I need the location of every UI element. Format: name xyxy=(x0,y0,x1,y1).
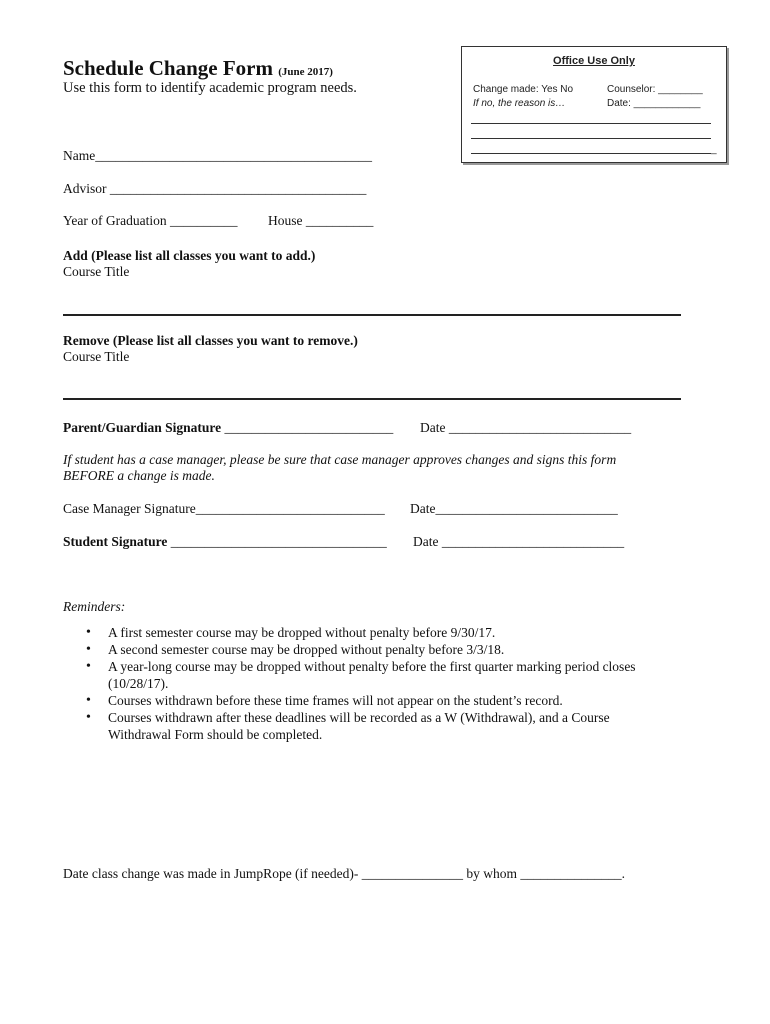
remove-section-divider xyxy=(63,398,681,400)
office-use-box xyxy=(461,46,727,163)
form-title xyxy=(63,56,333,81)
house-field[interactable]: House __________ xyxy=(268,213,374,228)
parent-signature-label: Parent/Guardian Signature xyxy=(63,420,222,435)
reason-line-1[interactable] xyxy=(471,123,711,124)
reminder-item: • A year-long course may be dropped without penalty before the first quarter marking period closes (10/28/17). xyxy=(84,658,674,692)
reason-line-3[interactable] xyxy=(471,153,711,154)
form-title-text: Schedule Change Form xyxy=(63,56,273,80)
reason-label: If no, the reason is… xyxy=(473,98,566,109)
case-manager-note-line-1: If student has a case manager, please be sure that case manager approves changes and signs this form xyxy=(63,452,617,467)
student-signature-line[interactable]: ________________________________ xyxy=(170,534,387,549)
parent-signature-field[interactable] xyxy=(63,420,393,436)
year-of-graduation-field[interactable]: Year of Graduation __________ xyxy=(63,213,238,228)
parent-date-field[interactable]: Date ___________________________ xyxy=(420,420,632,435)
case-manager-signature-field[interactable]: Case Manager Signature____________________________ xyxy=(63,501,385,516)
reminder-item: • Courses withdrawn before these time frames will not appear on the student’s record. xyxy=(84,692,674,709)
case-manager-note-line-2: BEFORE a change is made. xyxy=(63,468,215,483)
reminder-item: • A first semester course may be dropped without penalty before 9/30/17. xyxy=(84,624,674,641)
change-made-label: Change made: Yes No xyxy=(473,84,574,95)
form-title-date: (June 2017) xyxy=(278,66,333,78)
student-date-field[interactable]: Date ___________________________ xyxy=(413,534,625,549)
parent-signature-line[interactable]: _________________________ xyxy=(224,420,394,435)
reminders-list xyxy=(84,624,674,743)
add-section-heading: Add (Please list all classes you want to add.) xyxy=(63,248,316,263)
case-manager-date-field[interactable]: Date___________________________ xyxy=(410,501,618,516)
name-field[interactable]: Name_________________________________________ xyxy=(63,148,372,163)
remove-course-title-label: Course Title xyxy=(63,349,130,364)
counselor-field[interactable]: Counselor: ________ xyxy=(607,84,703,95)
advisor-field[interactable]: Advisor ______________________________________ xyxy=(63,181,367,196)
add-section-divider xyxy=(63,314,681,316)
reminder-item: • A second semester course may be dropped without penalty before 3/3/18. xyxy=(84,641,674,658)
reminders-title: Reminders: xyxy=(63,599,126,614)
reason-line-2[interactable] xyxy=(471,138,711,139)
reminder-item: • Courses withdrawn after these deadlines will be recorded as a W (Withdrawal), and a Course Withdrawal Form should be completed. xyxy=(84,709,674,743)
remove-section-heading: Remove (Please list all classes you want to remove.) xyxy=(63,333,358,348)
office-use-title: Office Use Only xyxy=(553,55,635,67)
reason-line-3-end: _ xyxy=(711,144,717,155)
student-signature-label: Student Signature xyxy=(63,534,168,549)
office-date-field[interactable]: Date: ____________ xyxy=(607,98,701,109)
student-signature-field[interactable] xyxy=(63,534,387,550)
jumprope-field[interactable]: Date class change was made in JumpRope (if needed)- _______________ by whom _______________. xyxy=(63,866,626,881)
form-subtitle: Use this form to identify academic program needs. xyxy=(63,80,357,96)
add-course-title-label: Course Title xyxy=(63,264,130,279)
